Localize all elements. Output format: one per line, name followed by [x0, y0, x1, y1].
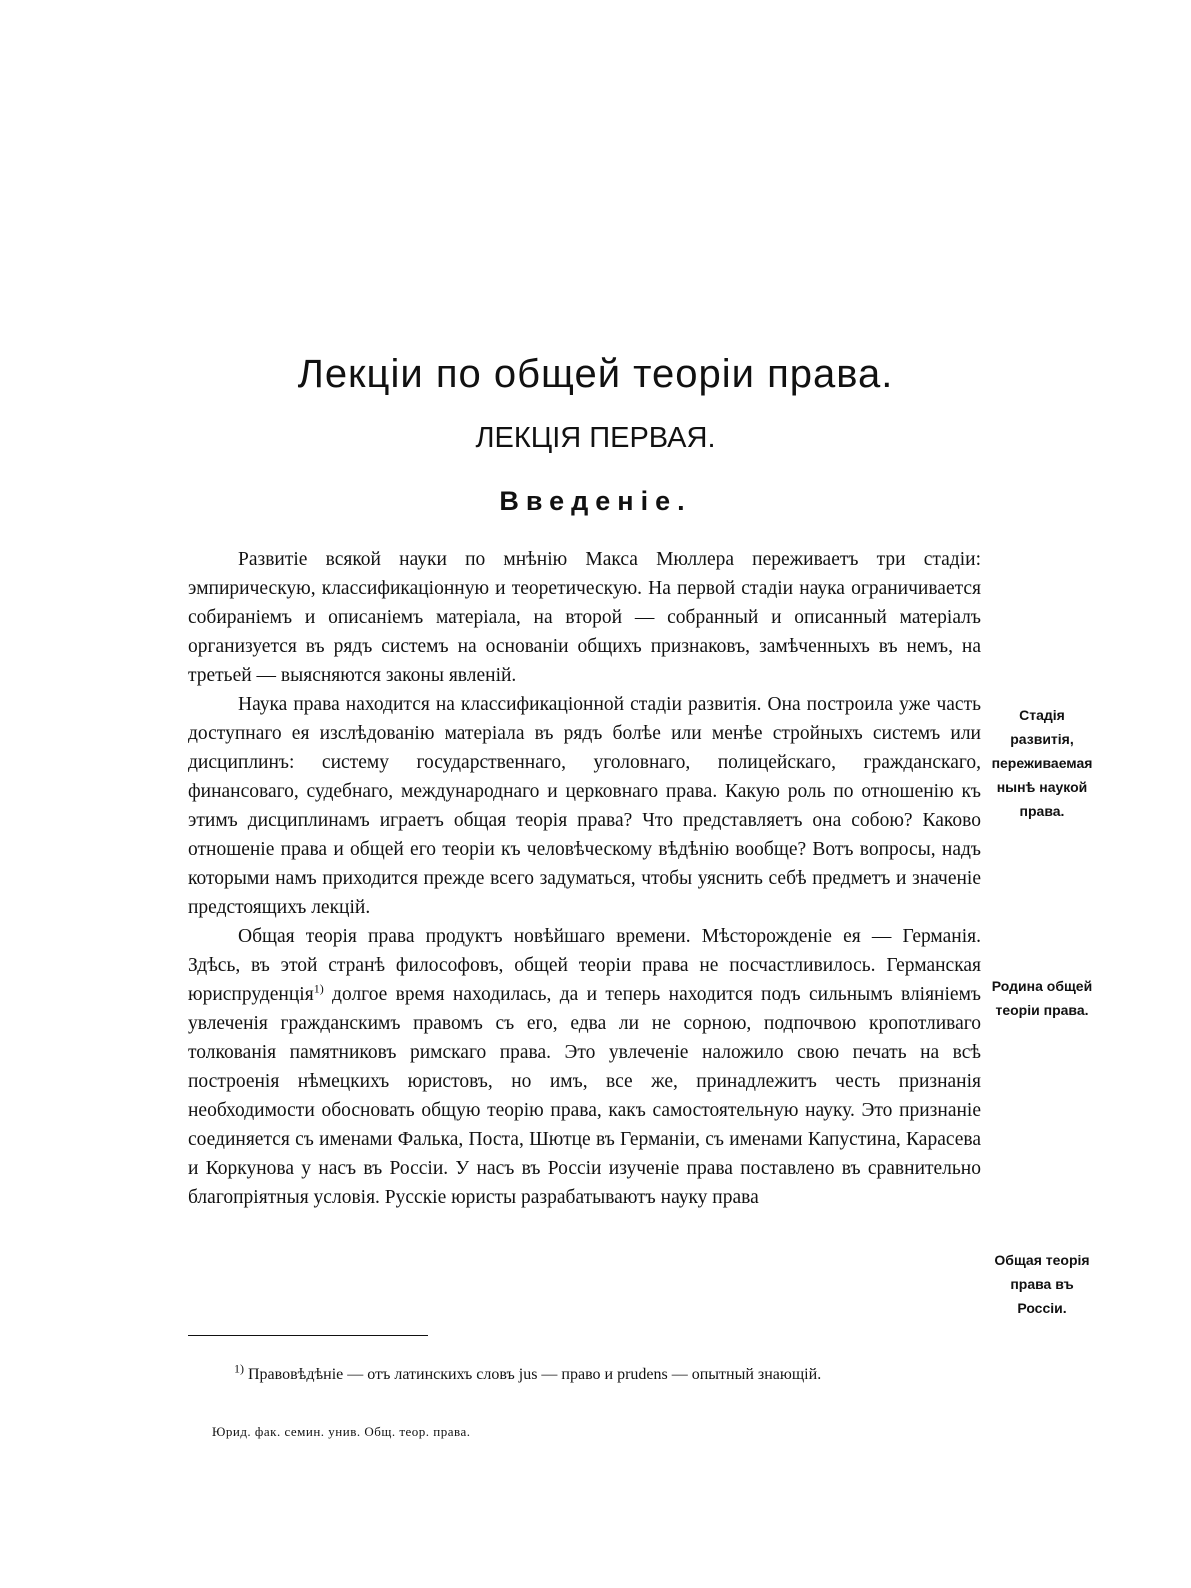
footnote-divider: [188, 1335, 428, 1336]
footnote-text: Правовѣдѣніе — отъ латинскихъ словъ jus — право и prudens — опытный знающій.: [244, 1366, 822, 1383]
lecture-heading: ЛЕКЦІЯ ПЕРВАЯ.: [475, 422, 716, 454]
body-text: [188, 545, 981, 1212]
paragraph-3-part-1: Общая теорія права продуктъ новѣйшаго времени. Мѣсторожденіе ея — Германія. Здѣсь, въ этой странѣ философовъ, общей теоріи права не посчастливилось. Германская юриспруденція: [188, 926, 981, 1005]
printer-signature: Юрид. фак. семин. унив. Общ. теор. права.: [212, 1424, 471, 1439]
margin-note-stage: Стадія развитія, переживаемая нынѣ наукой права.: [991, 707, 1093, 819]
margin-note-russia: Общая теорія права въ Россіи.: [994, 1252, 1090, 1316]
paragraph-1: Развитіе всякой науки по мнѣнію Макса Мюллера переживаетъ три стадіи: эмпирическую, классификаціонную и теоретическую. На первой стадіи наука ограничивается собираніемъ и описаніемъ матеріала, на второй — собранный и описанный матеріалъ организуется въ рядъ системъ на основаніи общихъ признаковъ, замѣченныхъ въ немъ, на третьей — выясняются законы явленій.: [188, 549, 981, 686]
paragraph-3-part-2: долгое время находилась, да и теперь находится подъ сильнымъ вліяніемъ увлеченія гражданскимъ правомъ съ его, едва ли не сорною, подпочвою кропотливаго толкованія памятниковъ римскаго права. Это увлеченіе наложило свою печать на всѣ построенія нѣмецкихъ юристовъ, но имъ, все же, принадлежитъ честь признанія необходимости обосновать общую теорію права, какъ самостоятельную науку. Это признаніе соединяется съ именами Фалька, Поста, Шютце въ Германіи, съ именами Капустина, Карасева и Коркунова у насъ въ Россіи. У насъ въ Россіи изученіе права поставлено въ сравнительно благопріятныя условія. Русскіе юристы разрабатываютъ науку права: [188, 984, 981, 1208]
paragraph-2: Наука права находится на классификаціонной стадіи развитія. Она построила уже часть доступнаго ея изслѣдованію матеріала въ рядъ болѣе или менѣе стройныхъ системъ или дисциплинъ: систему государственнаго, уголовнаго, полицейскаго, гражданскаго, финансоваго, судебнаго, международнаго и церковнаго права. Какую роль по отношенію къ этимъ дисциплинамъ играетъ общая теорія права? Что представляетъ она собою? Каково отношеніе права и общей его теоріи къ человѣческому вѣдѣнію вообще? Вотъ вопросы, надъ которыми намъ приходится прежде всего задуматься, чтобы уяснить себѣ предметъ и значеніе предстоящихъ лекцій.: [188, 694, 981, 918]
footnote: [188, 1363, 981, 1387]
footnote-mark: 1): [234, 1361, 244, 1376]
section-heading: Введеніе.: [499, 486, 692, 516]
footnote-reference: 1): [313, 981, 324, 996]
margin-note-birthplace: Родина общей теоріи права.: [991, 978, 1093, 1018]
paragraph-3: [188, 922, 981, 1212]
page-title: Лекціи по общей теоріи права.: [297, 352, 894, 396]
